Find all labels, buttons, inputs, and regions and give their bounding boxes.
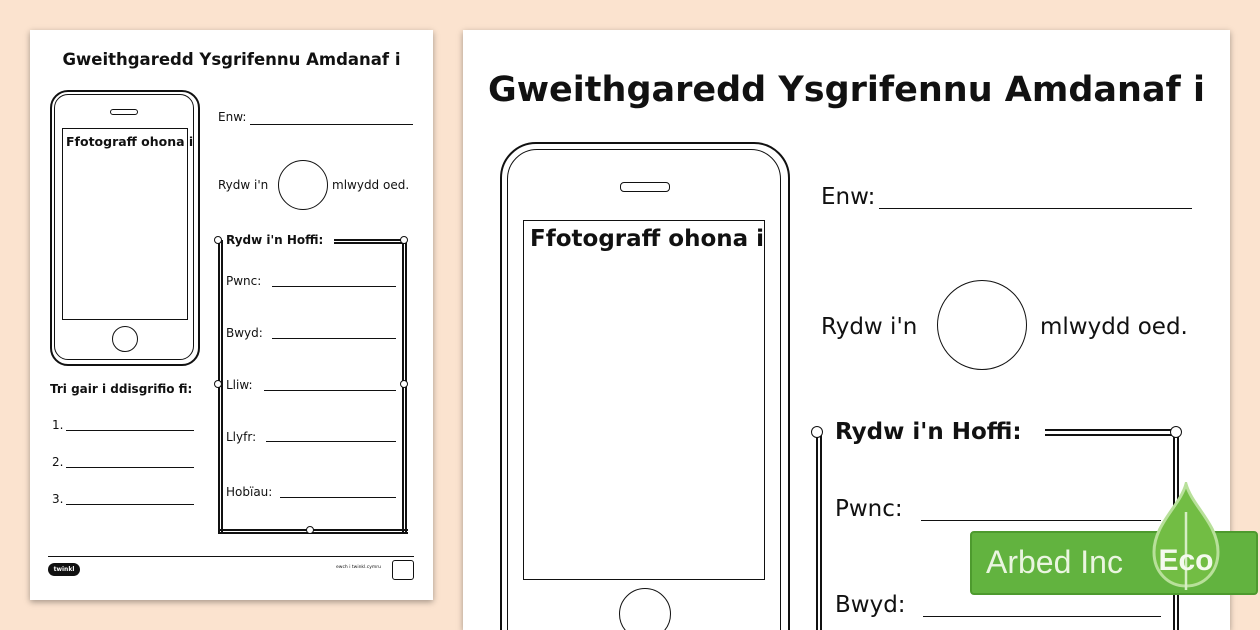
three-words-heading: Tri gair i ddisgrifio fi: [50,382,193,396]
photo-frame [62,128,188,320]
like-book-label: Llyfr: [226,430,257,444]
phone-speaker [110,109,138,115]
footer-url: ewch i twinkl.cymru [336,565,381,570]
like-subject-line [272,286,396,287]
word-1-number: 1. [52,418,64,432]
watermark-badge: Eco [1158,544,1214,577]
age-suffix: mlwydd oed. [332,178,410,192]
zoomed-title: Gweithgaredd Ysgrifennu Amdanaf i [488,70,1205,110]
like-food-label-large: Bwyd: [835,592,906,618]
name-label-large: Enw: [821,184,876,210]
worksheet-thumbnail[interactable] [30,30,433,600]
footer-logo [48,563,80,576]
like-subject-label-large: Pwnc: [835,496,903,522]
name-line [250,124,413,125]
thumbnail-title: Gweithgaredd Ysgrifennu Amdanaf i [62,50,401,69]
like-subject-label: Pwnc: [226,274,262,288]
like-colour-line [264,390,396,391]
photo-frame-large [523,220,765,580]
name-label: Enw: [218,110,247,124]
age-prefix-large: Rydw i'n [821,314,918,340]
like-food-line [272,338,396,339]
like-food-label: Bwyd: [226,326,263,340]
age-circle-large [937,280,1027,370]
eco-drop-icon [1150,482,1222,590]
like-food-line-large [923,616,1161,617]
like-colour-label: Lliw: [226,378,253,392]
footer-logo-text: twinkl [53,566,75,573]
word-2-line [66,467,194,468]
word-3-line [66,504,194,505]
word-3-number: 3. [52,492,64,506]
phone-home-button [112,326,138,352]
age-suffix-large: mlwydd oed. [1040,314,1188,340]
word-2-number: 2. [52,455,64,469]
like-hobbies-label: Hobïau: [226,485,273,499]
like-hobbies-line [280,497,396,498]
name-line-large [879,208,1192,209]
age-circle [278,160,328,210]
word-1-line [66,430,194,431]
photo-label: Ffotograff ohona i [66,134,194,149]
like-subject-line-large [921,520,1161,521]
age-prefix: Rydw i'n [218,178,269,192]
photo-label-large: Ffotograff ohona i [530,226,765,252]
phone-speaker-large [620,182,670,192]
watermark-brand: Arbed Inc [986,544,1123,580]
likes-heading: Rydw i'n Hoffi: [226,233,327,247]
footer-badge-icon [392,560,414,580]
likes-heading-large: Rydw i'n Hoffi: [835,419,1030,445]
like-book-line [266,441,396,442]
footer-rule [48,556,414,557]
